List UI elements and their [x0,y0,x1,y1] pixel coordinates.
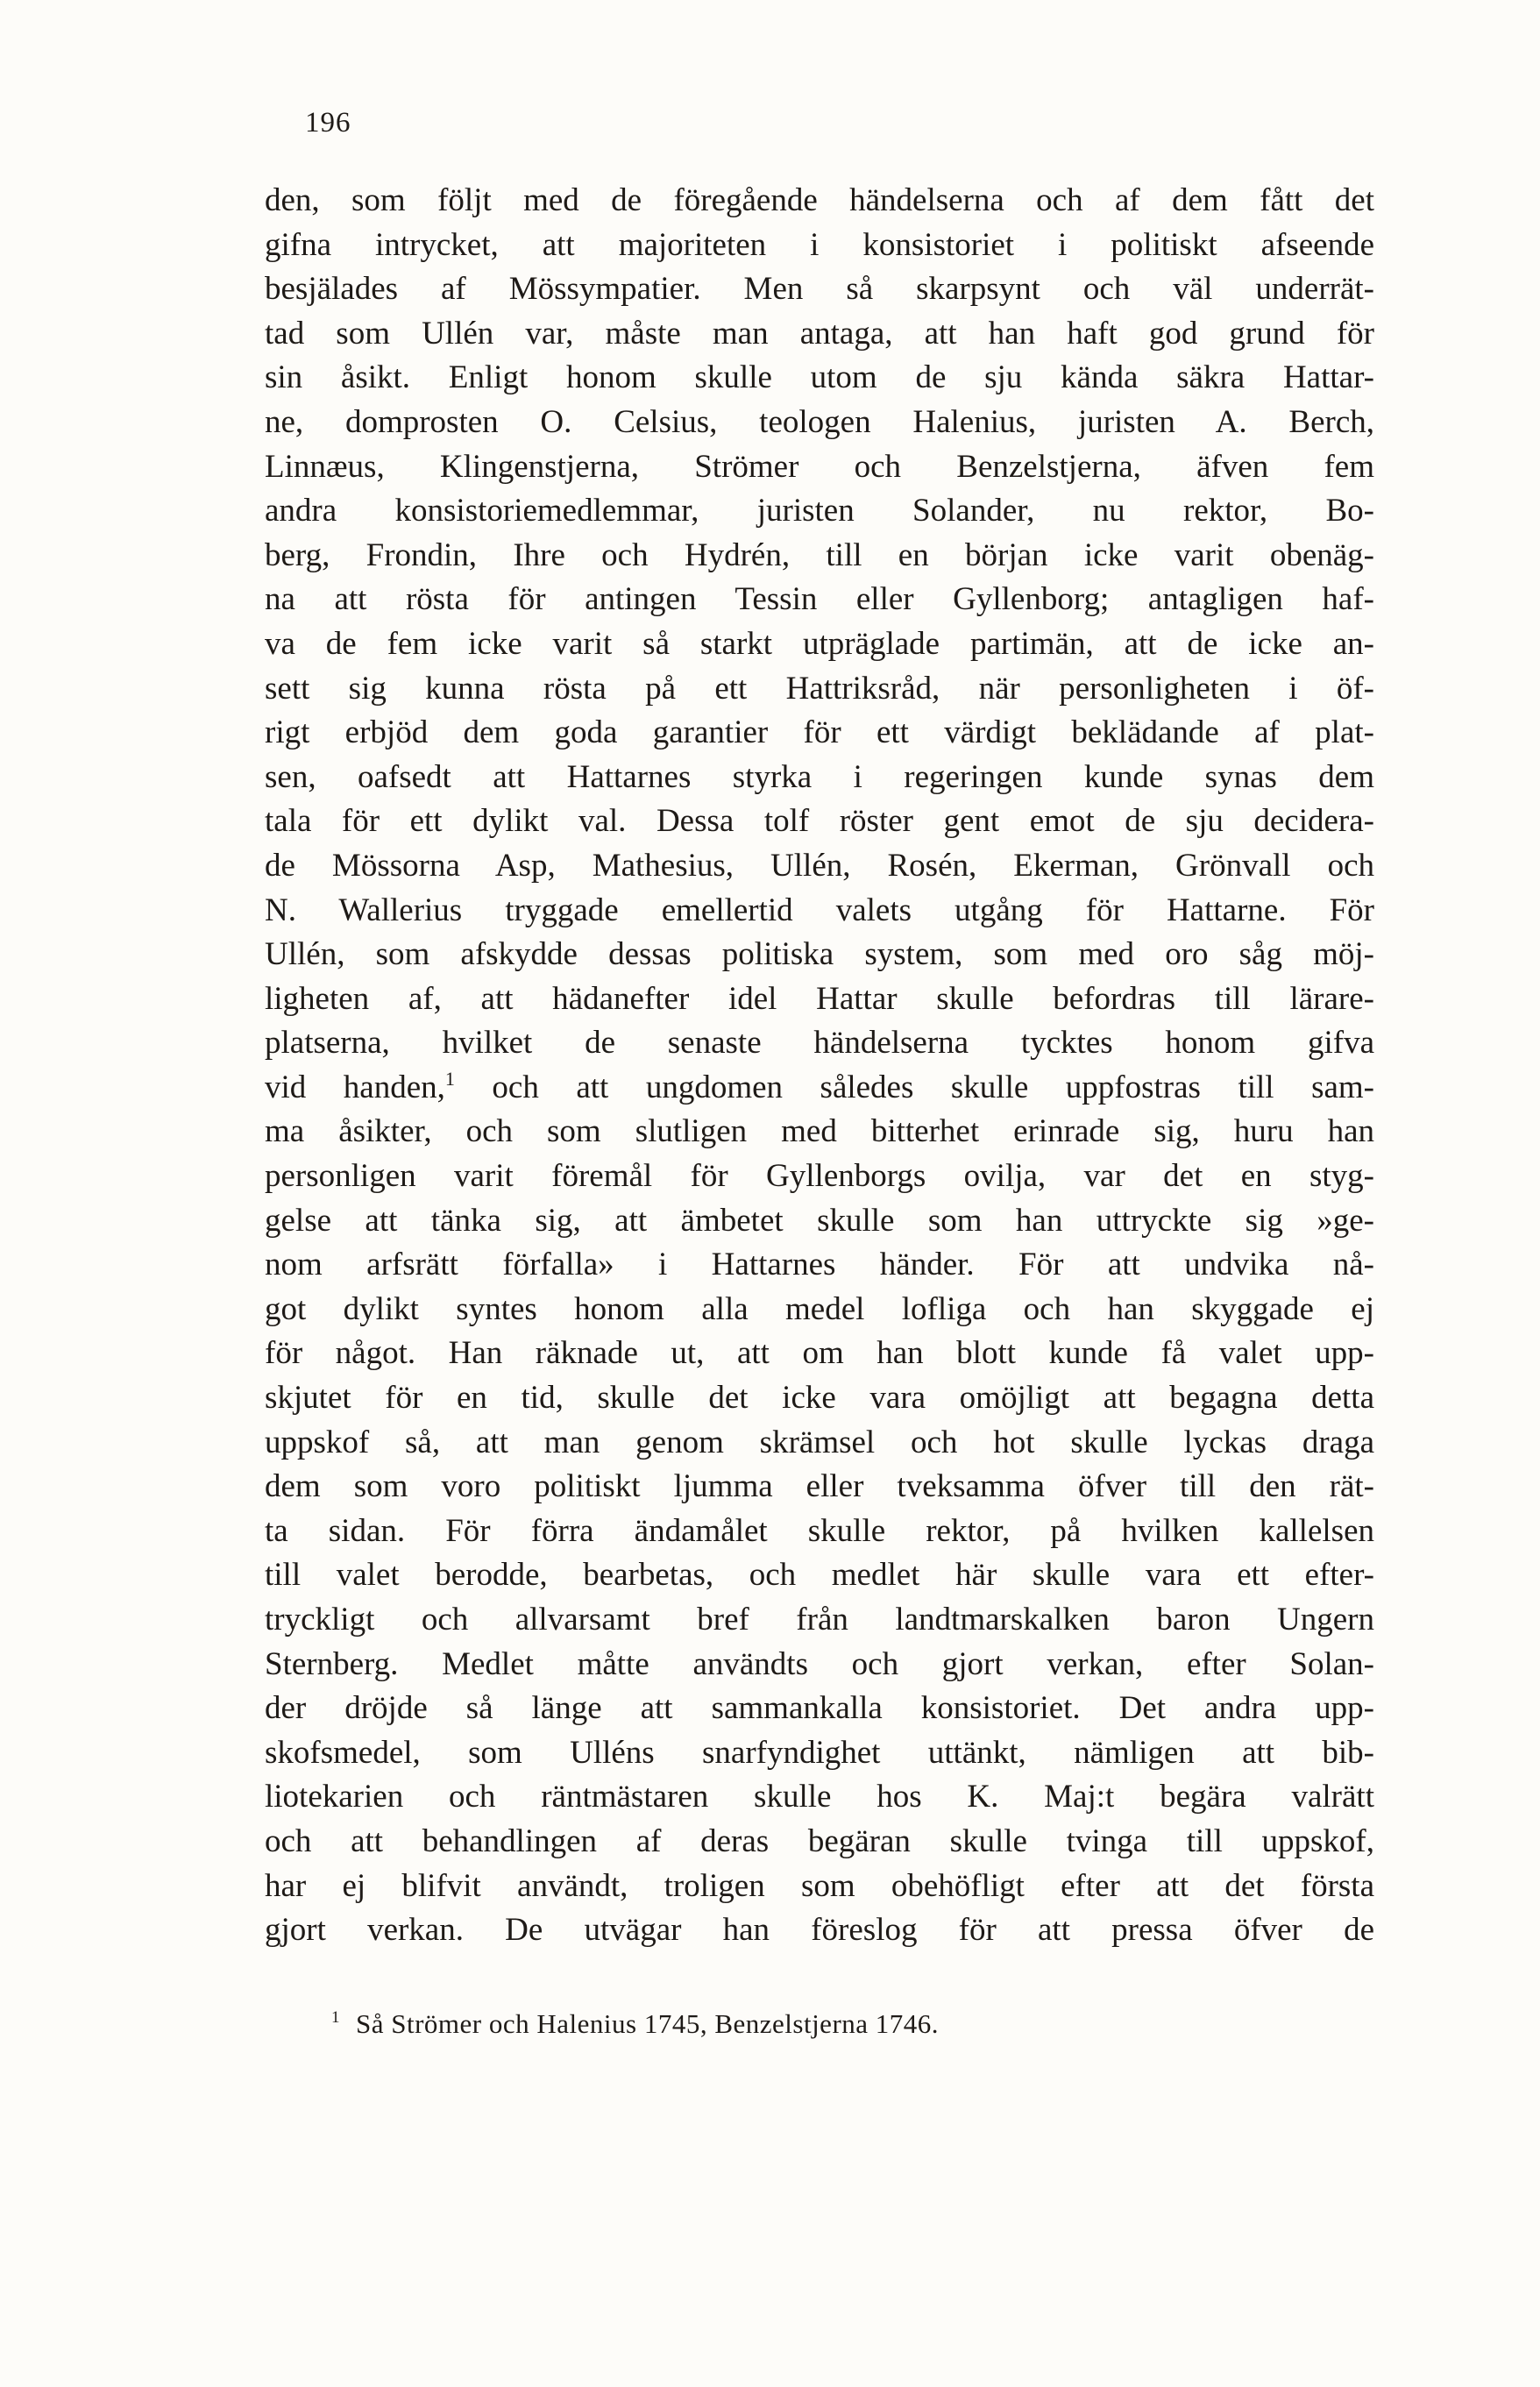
text-line [265,889,1374,934]
text-line-continuation: och att ungdomen således skulle uppfostras till sam- [454,1069,1374,1105]
text-line [265,1376,1374,1421]
text-line-content: de Mössorna Asp, Mathesius, Ullén, Rosén, Ekerman, Grönvall och [265,847,1374,884]
text-line [265,844,1374,889]
text-line [265,1421,1374,1466]
text-line-content: sin åsikt. Enligt honom skulle utom de sju kända säkra Hattar- [265,359,1374,396]
text-line [265,977,1374,1022]
text-line-content: gelse att tänka sig, att ämbetet skulle som han uttryckte sig »ge- [265,1202,1374,1239]
footnote-reference: 1 [444,1067,455,1090]
text-line [265,489,1374,534]
text-line-content: och att behandlingen af deras begäran skulle tvinga till uppskof, [265,1822,1374,1859]
text-line [265,1154,1374,1199]
text-line-content: den, som följt med de föregående händelserna och af dem fått det [265,182,1374,218]
text-line-content: har ej blifvit användt, troligen som obehöfligt efter att det första [265,1867,1374,1904]
text-line-content: Linnæus, Klingenstjerna, Strömer och Benzelstjerna, äfven fem [265,448,1374,485]
text-line [265,1731,1374,1776]
text-line [265,1865,1374,1909]
footnote-text: Så Strömer och Halenius 1745, Benzelstjerna 1746. [356,2008,940,2039]
text-line [265,1288,1374,1332]
text-line [265,578,1374,622]
text-line-content: ta sidan. För förra ändamålet skulle rektor, på hvilken kallelsen [265,1512,1374,1549]
text-line-content: sen, oafsedt att Hattarnes styrka i regeringen kunde synas dem [265,758,1374,795]
text-line-content: ligheten af, att hädanefter idel Hattar skulle befordras till lärare- [265,980,1374,1017]
text-line [265,1598,1374,1643]
footnote-mark: 1 [331,2008,340,2027]
text-line-content: personligen varit föremål för Gyllenborgs ovilja, var det en styg- [265,1158,1374,1195]
text-line [265,1332,1374,1376]
text-line-content: skjutet för en tid, skulle det icke vara omöjligt att begagna detta [265,1380,1374,1417]
text-line-content: dem som voro politiskt ljumma eller tveksamma öfver till den rät- [265,1468,1374,1505]
text-line [265,711,1374,756]
page-number: 196 [305,107,351,139]
text-line [265,356,1374,401]
text-line [265,224,1374,268]
text-line [265,1066,1374,1111]
text-line-content: tryckligt och allvarsamt bref från landtmarskalken baron Ungern [265,1602,1374,1638]
text-line-content: N. Wallerius tryggade emellertid valets utgång för Hattarne. För [265,892,1374,928]
text-line [265,445,1374,490]
footnote [331,2009,939,2037]
text-line [265,1820,1374,1865]
text-line [265,1465,1374,1510]
text-line [265,534,1374,579]
text-line [265,1199,1374,1244]
text-line-content: va de fem icke varit så starkt utpräglade partimän, att de icke an- [265,625,1374,662]
text-line-content: ma åsikter, och som slutligen med bitterhet erinrade sig, huru han [265,1113,1374,1150]
text-line-content: na att rösta för antingen Tessin eller Gyllenborg; antagligen haf- [265,581,1374,618]
text-line [265,1553,1374,1598]
text-line-content: berg, Frondin, Ihre och Hydrén, till en början icke varit obenäg- [265,536,1374,573]
text-line [265,667,1374,712]
text-line [265,799,1374,844]
text-line-content: vid handen, [265,1069,445,1105]
text-line-content: Ullén, som afskydde dessas politiska system, som med oro såg möj- [265,936,1374,973]
text-line [265,1510,1374,1554]
text-line [265,1243,1374,1288]
text-line-content: andra konsistoriemedlemmar, juristen Solander, nu rektor, Bo- [265,493,1374,529]
text-line-content: för något. Han räknade ut, att om han blott kunde få valet upp- [265,1335,1374,1372]
text-line [265,1110,1374,1154]
text-line-content: till valet berodde, bearbetas, och medlet här skulle vara ett efter- [265,1557,1374,1594]
text-line [265,1643,1374,1687]
text-line [265,933,1374,977]
text-line [265,267,1374,312]
text-line-content: Sternberg. Medlet måtte användts och gjort verkan, efter Solan- [265,1645,1374,1682]
text-line-content: besjälades af Mössympatier. Men så skarpsynt och väl underrät- [265,271,1374,308]
text-line [265,1687,1374,1731]
text-line-content: liotekarien och räntmästaren skulle hos K. Maj:t begära valrätt [265,1779,1374,1815]
text-line-content: tala för ett dylikt val. Dessa tolf röster gent emot de sju decidera- [265,803,1374,840]
text-line [265,1775,1374,1820]
text-line-content: rigt erbjöd dem goda garantier för ett värdigt beklädande af plat- [265,714,1374,751]
text-line [265,622,1374,667]
text-line-content: tad som Ullén var, måste man antaga, att han haft god grund för [265,315,1374,352]
text-line-content: uppskof så, att man genom skrämsel och hot skulle lyckas draga [265,1424,1374,1460]
text-line-content: gjort verkan. De utvägar han föreslog för att pressa öfver de [265,1912,1374,1949]
text-line [265,312,1374,357]
text-line-content: nom arfsrätt förfalla» i Hattarnes händer. För att undvika nå- [265,1247,1374,1283]
text-line [265,401,1374,445]
body-text [265,179,1374,1953]
text-line [265,179,1374,224]
text-line-content: sett sig kunna rösta på ett Hattriksråd, när personligheten i öf- [265,670,1374,707]
text-line-content: gifna intrycket, att majoriteten i konsistoriet i politiskt afseende [265,226,1374,263]
text-line-content: got dylikt syntes honom alla medel lofliga och han skyggade ej [265,1290,1374,1327]
text-line [265,1021,1374,1066]
text-line [265,756,1374,800]
text-line-content: der dröjde så länge att sammankalla konsistoriet. Det andra upp- [265,1690,1374,1727]
text-line-content: platserna, hvilket de senaste händelserna tycktes honom gifva [265,1025,1374,1062]
text-line [265,1908,1374,1953]
text-line-content: ne, domprosten O. Celsius, teologen Halenius, juristen A. Berch, [265,403,1374,440]
text-line-content: skofsmedel, som Ulléns snarfyndighet uttänkt, nämligen att bib- [265,1734,1374,1771]
